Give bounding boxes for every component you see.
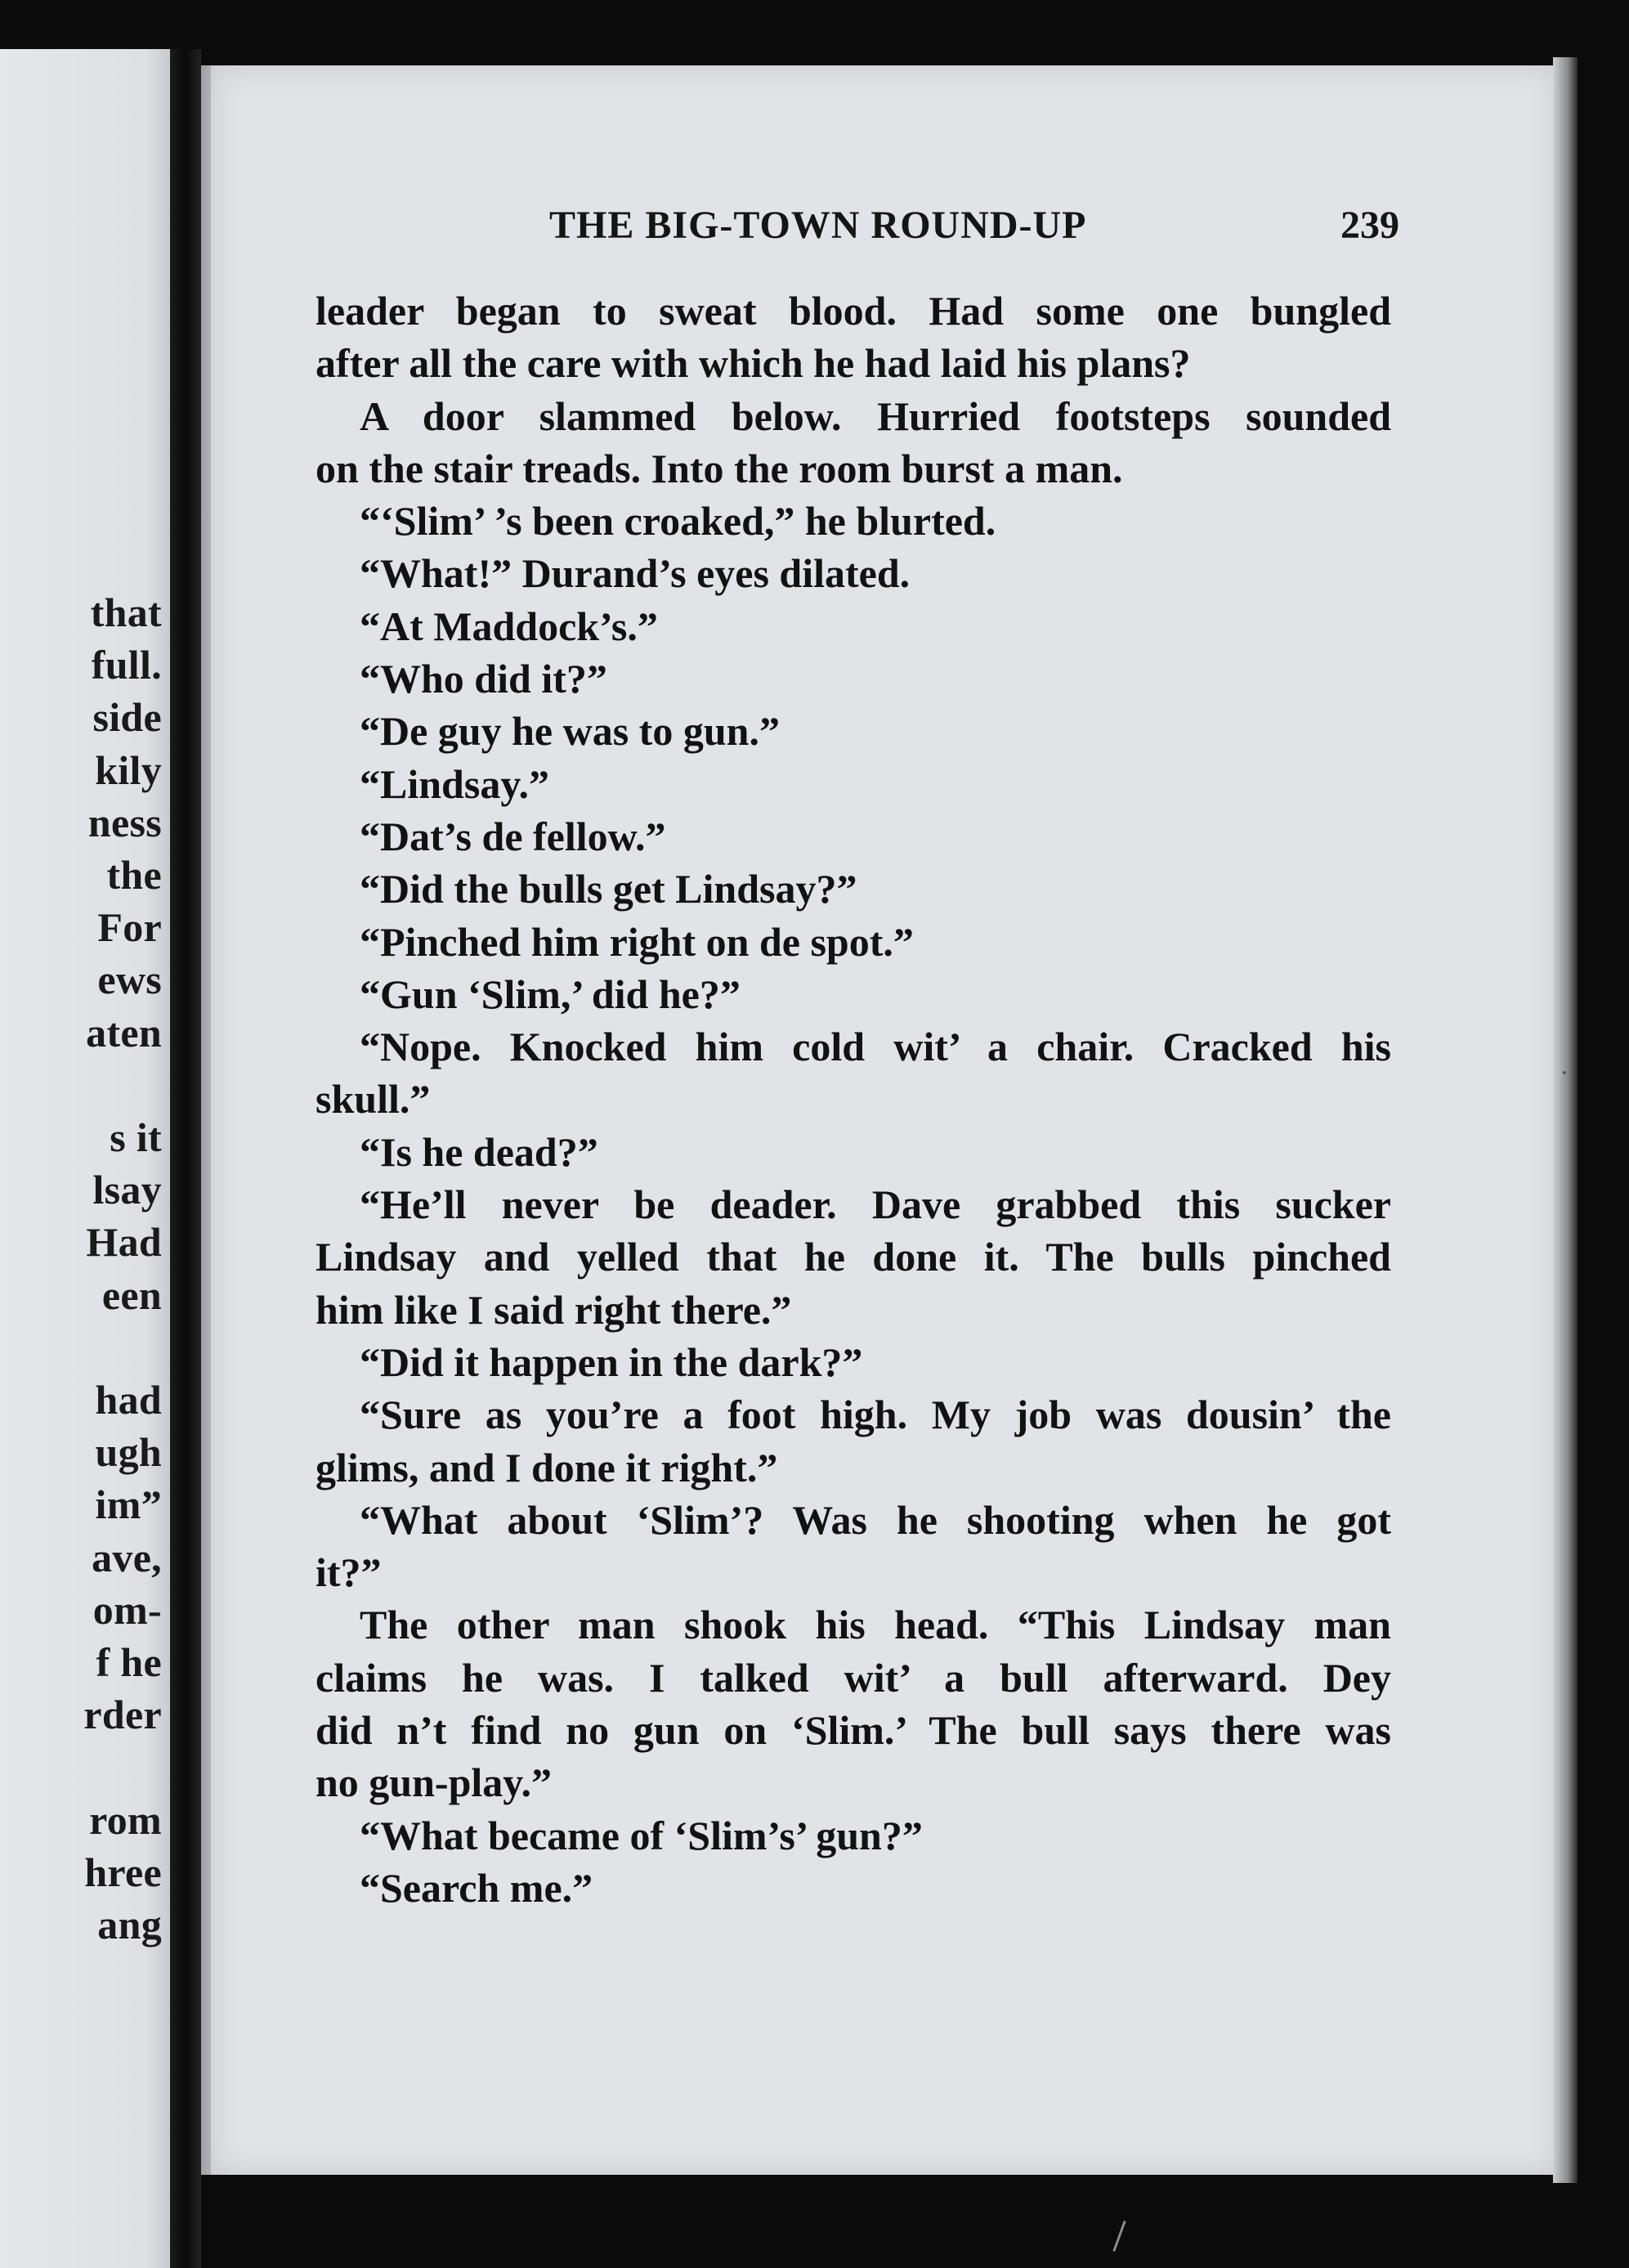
left-page-fragment: ave,: [92, 1534, 162, 1580]
left-page-fragment: that: [90, 589, 162, 635]
text-line: “Nope. Knocked him cold wit’ a chair. Cracked his: [360, 1024, 1391, 1070]
text-line: “Dat’s de fellow.”: [360, 813, 666, 859]
text-line: “Did it happen in the dark?”: [360, 1338, 863, 1385]
text-line: “Did the bulls get Lindsay?”: [360, 866, 857, 912]
text-line: no gun-play.”: [316, 1759, 553, 1806]
scan-speck: [1563, 1071, 1566, 1074]
left-page-fragment: ews: [97, 957, 162, 1003]
text-line: glims, and I done it right.”: [316, 1444, 778, 1490]
text-line: claims he was. I talked wit’ a bull afterward. Dey: [316, 1654, 1391, 1701]
left-page-fragment: rder: [83, 1692, 162, 1738]
left-page-fragment: een: [101, 1271, 162, 1318]
left-page-fragment: had: [95, 1377, 162, 1423]
text-line: “‘Slim’ ’s been croaked,” he blurted.: [360, 498, 996, 545]
left-page-fragment: im”: [95, 1481, 162, 1528]
text-line: him like I said right there.”: [316, 1286, 792, 1333]
text-line: A door slammed below. Hurried footsteps sounded: [360, 392, 1391, 439]
left-facing-page: [0, 49, 170, 2268]
text-line: “What!” Durand’s eyes dilated.: [360, 550, 911, 597]
left-page-fragment: lsay: [92, 1167, 162, 1213]
text-line: “At Maddock’s.”: [360, 603, 658, 649]
left-page-fragment: om-: [92, 1586, 162, 1633]
text-line: “What about ‘Slim’? Was he shooting when he got: [360, 1496, 1391, 1543]
text-line: “Gun ‘Slim,’ did he?”: [360, 970, 741, 1017]
text-line: skull.”: [316, 1076, 431, 1123]
left-page-fragment: rom: [89, 1796, 162, 1843]
body-text: [316, 285, 1391, 1914]
text-line: “Sure as you’re a foot high. My job was dousin’ the: [360, 1392, 1391, 1438]
left-page-fragment: For: [97, 904, 162, 951]
left-page-fragment: full.: [91, 642, 162, 688]
page-right-edge: [1553, 57, 1578, 2183]
text-line: “He’ll never be deader. Dave grabbed this sucker: [360, 1181, 1391, 1228]
text-line: “Lindsay.”: [360, 760, 550, 807]
text-line: it?”: [316, 1549, 382, 1596]
text-line: “What became of ‘Slim’s’ gun?”: [360, 1812, 923, 1858]
left-page-fragment: ness: [87, 799, 162, 845]
left-page-fragment: Had: [86, 1219, 162, 1266]
left-page-fragment: s it: [110, 1114, 162, 1160]
left-page-fragment: f he: [96, 1639, 162, 1685]
left-page-fragment: the: [106, 852, 162, 898]
text-line: The other man shook his head. “This Lindsay man: [360, 1602, 1391, 1648]
text-line: “Pinched him right on de spot.”: [360, 918, 914, 965]
running-head-title: THE BIG-TOWN ROUND-UP: [549, 204, 1087, 247]
book-gutter: [170, 49, 201, 2268]
page-number: 239: [1340, 204, 1399, 247]
text-line: “Search me.”: [360, 1864, 593, 1911]
text-line: Lindsay and yelled that he done it. The bulls pinched: [316, 1234, 1391, 1280]
left-page-fragment: aten: [86, 1009, 162, 1056]
text-line: did n’t find no gun on ‘Slim.’ The bull says there was: [316, 1707, 1391, 1754]
text-line: leader began to sweat blood. Had some one bungled: [316, 288, 1391, 334]
left-page-fragment: kily: [95, 746, 162, 793]
left-page-fragment: hree: [84, 1849, 162, 1895]
left-page-fragment: ang: [97, 1902, 162, 1948]
text-line: after all the care with which he had laid his plans?: [316, 340, 1191, 387]
text-line: “De guy he was to gun.”: [360, 708, 780, 755]
left-page-fragment: ugh: [95, 1429, 162, 1476]
text-line: “Is he dead?”: [360, 1128, 598, 1175]
text-line: “Who did it?”: [360, 656, 607, 702]
left-page-fragment: side: [92, 694, 162, 741]
text-line: on the stair treads. Into the room burst a man.: [316, 445, 1123, 491]
